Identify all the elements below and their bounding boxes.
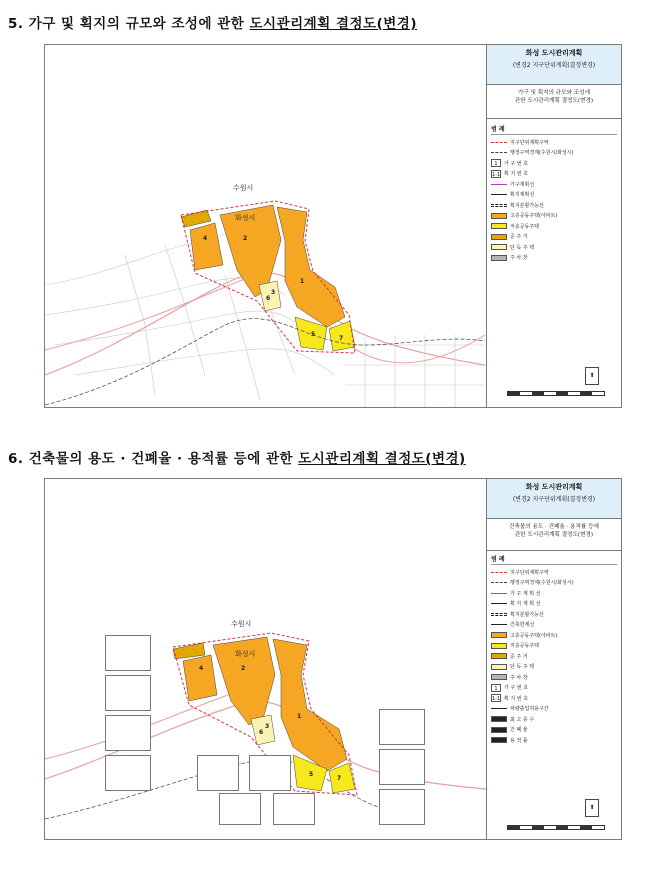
legend-item: [491, 578, 617, 589]
legend-item: [491, 672, 617, 683]
scale-bar: [507, 391, 605, 396]
legend-item: [491, 588, 617, 599]
legend-item: [491, 169, 617, 180]
info-box: [219, 793, 261, 825]
legend-swatch: [491, 152, 507, 153]
legend-label: 주 차 장: [510, 674, 528, 681]
legend-item: [491, 725, 617, 736]
map-figure-5: [44, 44, 622, 408]
legend-swatch: [491, 572, 507, 573]
legend-heading: 범 례: [491, 124, 617, 135]
legend-label: 획지분할가능선: [510, 202, 544, 209]
legend-item: [491, 232, 617, 243]
legend-item: [491, 242, 617, 253]
legend-item: [491, 200, 617, 211]
legend-item: [491, 620, 617, 631]
legend-label: 단 독 주 택: [510, 664, 535, 671]
map-drawing: [45, 45, 486, 407]
legend-item: [491, 683, 617, 694]
subtitle-cell: [487, 519, 621, 551]
info-box: [197, 755, 239, 791]
north-arrow-icon: ⬆: [585, 367, 599, 385]
section-5-title-underlined: 도시관리계획 결정도(변경): [249, 16, 417, 32]
info-box: [105, 635, 151, 671]
legend-item: [491, 609, 617, 620]
legend-item: [491, 190, 617, 201]
legend-item: [491, 221, 617, 232]
north-arrow-icon: ⬆: [585, 799, 599, 817]
legend-swatch: 1: [491, 159, 501, 167]
block-number: 3: [271, 289, 276, 296]
legend-item: [491, 179, 617, 190]
block-number: 2: [241, 665, 246, 672]
legend-swatch: [491, 603, 507, 604]
legend-label: 가 구 계 획 선: [510, 590, 541, 597]
legend-item: [491, 693, 617, 704]
legend-label: 준 주 거: [510, 653, 528, 660]
district-label-hwaseong: 화성시: [235, 650, 256, 658]
section-6-title-underlined: 도시관리계획 결정도(변경): [298, 451, 466, 467]
legend-label: 획 지 번 호: [504, 695, 529, 702]
legend-label: 용 적 률: [510, 737, 528, 744]
legend-label: 획 지 번 호: [504, 171, 529, 178]
legend-label: 단 독 주 택: [510, 244, 535, 251]
legend-swatch: [491, 234, 507, 240]
legend-item: [491, 567, 617, 578]
legend-swatch: 1-1: [492, 696, 501, 703]
map-subtitle-line1: 가구 및 획지의 규모와 조성에: [518, 90, 590, 96]
legend-swatch: [491, 213, 507, 219]
map-title-sub: (변경2 지구단위계획(결정변경): [512, 62, 596, 69]
info-box: [379, 789, 425, 825]
legend-label: 저층공동주택: [510, 643, 539, 650]
map-subtitle-line1: 건축물의 용도 · 건폐율 · 용적률 등에: [509, 524, 599, 530]
info-box: [105, 675, 151, 711]
legend-swatch: 1: [491, 684, 501, 692]
info-box: [379, 709, 425, 745]
subtitle-cell: [487, 85, 621, 119]
block-number: 1: [300, 278, 305, 285]
legend-label: 지구단위계획구역: [510, 139, 549, 146]
legend: [487, 121, 621, 266]
legend-swatch: [491, 674, 507, 680]
legend-swatch: [491, 244, 507, 250]
legend-item: [491, 137, 617, 148]
legend-swatch: [491, 142, 507, 143]
section-5-title: [8, 12, 417, 32]
map-title-main: 화성 도시관리계획: [525, 483, 583, 491]
info-box: [379, 749, 425, 785]
title-block: [486, 479, 621, 839]
block-number: 4: [199, 665, 204, 672]
legend-label: 준 주 거: [510, 234, 528, 241]
title-cell: [487, 479, 621, 519]
info-box: [249, 755, 291, 791]
legend-swatch: [491, 632, 507, 638]
legend-item: [491, 641, 617, 652]
scale-bar: [507, 825, 605, 830]
legend-swatch: [491, 184, 507, 185]
legend-label: 획지계획선: [510, 192, 535, 199]
block-number: 3: [265, 723, 270, 730]
legend-swatch: [491, 708, 507, 709]
legend-item: [491, 704, 617, 715]
legend-swatch: [491, 653, 507, 659]
legend-item: [491, 662, 617, 673]
legend-item: [491, 253, 617, 264]
map-subtitle-line2: 관한 도시관리계획 결정도(변경): [514, 98, 594, 104]
legend-swatch: [491, 593, 507, 594]
info-box: [105, 715, 151, 751]
legend-item: [491, 735, 617, 746]
legend-label: 차량출입허용구간: [510, 706, 549, 713]
block-number: 5: [311, 331, 316, 338]
legend-label: 행정구역경계(수원시/화성시): [510, 580, 574, 587]
legend-item: [491, 651, 617, 662]
legend-swatch: [491, 664, 507, 670]
map-title-main: 화성 도시관리계획: [525, 49, 583, 57]
map-subtitle-line2: 관한 도시관리계획 결정도(변경): [514, 532, 594, 538]
legend: [487, 551, 621, 749]
title-block: [486, 45, 621, 407]
map-figure-6: [44, 478, 622, 840]
section-6-title-prefix: 6. 건축물의 용도 · 건폐율 · 용적률 등에 관한: [8, 451, 299, 467]
legend-label: 가구계획선: [510, 181, 535, 188]
legend-label: 주 차 장: [510, 255, 528, 262]
block-number: 6: [266, 295, 271, 302]
legend-item: [491, 211, 617, 222]
legend-swatch: 1-1: [492, 171, 501, 178]
legend-swatch: [491, 737, 507, 743]
legend-swatch: [491, 613, 507, 616]
block-number: 6: [259, 729, 264, 736]
legend-item: [491, 599, 617, 610]
legend-item: [491, 158, 617, 169]
legend-label: 건 폐 율: [510, 727, 528, 734]
info-box: [273, 793, 315, 825]
legend-label: 지구단위계획구역: [510, 569, 549, 576]
title-cell: [487, 45, 621, 85]
section-6-title: [8, 447, 466, 467]
map-title-sub: (변경2 지구단위계획(결정변경): [512, 496, 596, 503]
place-label-suwon: 수원시: [233, 184, 254, 192]
legend-swatch: [491, 204, 507, 207]
block-number: 7: [337, 775, 342, 782]
legend-item: [491, 148, 617, 159]
info-box: [105, 755, 151, 791]
legend-label: 가 구 번 호: [504, 685, 529, 692]
block-number: 1: [297, 713, 302, 720]
legend-swatch: [491, 716, 507, 722]
legend-label: 고층공동주택(아파트): [510, 213, 558, 220]
block-number: 7: [339, 335, 344, 342]
place-label-suwon: 수원시: [231, 620, 252, 628]
legend-swatch: [491, 727, 507, 733]
legend-swatch: [491, 643, 507, 649]
legend-item: [491, 630, 617, 641]
legend-label: 저층공동주택: [510, 223, 539, 230]
legend-label: 건축한계선: [510, 622, 535, 629]
legend-swatch: [491, 255, 507, 261]
block-number: 4: [203, 235, 208, 242]
legend-swatch: [491, 194, 507, 195]
legend-label: 획 지 계 획 선: [510, 601, 541, 608]
legend-label: 행정구역경계(수원시/화성시): [510, 150, 574, 157]
legend-heading: 범 례: [491, 554, 617, 565]
legend-swatch: [491, 582, 507, 583]
legend-swatch: [491, 223, 507, 229]
legend-swatch: [491, 624, 507, 625]
legend-item: [491, 714, 617, 725]
legend-label: 가 구 번 호: [504, 160, 529, 167]
legend-label: 획지분할가능선: [510, 611, 544, 618]
legend-label: 최 고 층 수: [510, 716, 535, 723]
legend-label: 고층공동주택(아파트): [510, 632, 558, 639]
block-number: 5: [309, 771, 314, 778]
section-5-title-prefix: 5. 가구 및 획지의 규모와 조성에 관한: [8, 16, 250, 32]
district-label-hwaseong: 화성시: [235, 214, 256, 222]
block-number: 2: [243, 235, 248, 242]
